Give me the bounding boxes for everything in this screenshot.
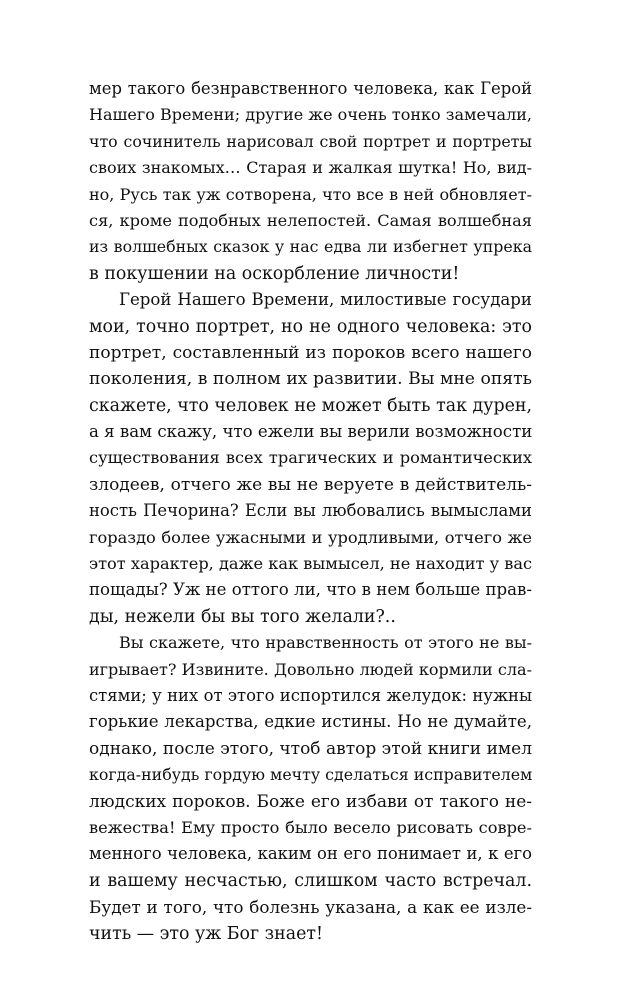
text-line: гораздо более ужасными и уродливыми, отчего же <box>89 527 532 547</box>
text-line: портрет, составленный из пороков всего нашего <box>89 342 532 363</box>
paragraph-2 <box>89 287 532 630</box>
text-line: злодеев, отчего же вы не веруете в действитель- <box>89 474 532 495</box>
text-line: существования всех трагических и романтических <box>89 448 532 468</box>
text-line: но, Русь так уж сотворена, что все в ней обновляет- <box>89 184 532 204</box>
book-page-text <box>89 76 532 947</box>
text-line: стями; у них от этого испортился желудок: нужны <box>89 685 532 705</box>
paragraph-1 <box>89 76 532 287</box>
text-line: что сочинитель нарисовал свой портрет и портреты <box>89 131 532 151</box>
text-line: ся, кроме подобных нелепостей. Самая волшебная <box>89 210 532 230</box>
text-line: Герой Нашего Времени, милостивые государи <box>119 290 532 310</box>
text-line: людских пороков. Боже его избави от такого не- <box>89 791 532 812</box>
text-line: вежества! Ему просто было весело рисовать совре- <box>89 817 532 837</box>
text-line: когда-нибудь гордую мечту сделаться исправителем <box>89 765 533 785</box>
text-line: Будет и того, что болезнь указана, а как ее изле- <box>89 897 532 918</box>
text-line: поколения, в полном их развитии. Вы мне опять <box>89 369 532 390</box>
text-line: скажете, что человек не может быть так дурен, <box>89 395 532 416</box>
text-line: этот характер, даже как вымысел, не находит у вас <box>89 554 533 574</box>
text-line: мер такого безнравственного человека, как Герой <box>89 79 532 98</box>
text-line: ды, нежели бы вы того желали?.. <box>89 606 396 627</box>
text-line: и вашему несчастью, слишком часто встречал. <box>89 870 532 891</box>
text-line: в покушении на оскорбление личности! <box>89 263 460 284</box>
paragraph-3 <box>89 630 532 947</box>
text-line: горькие лекарства, едкие истины. Но не думайте, <box>89 712 532 732</box>
text-line: из волшебных сказок у нас едва ли избегнет упрека <box>89 237 532 257</box>
text-line: Нашего Времени; другие же очень тонко замечали, <box>89 105 532 125</box>
text-line: а я вам скажу, что ежели вы верили возможности <box>89 422 533 442</box>
text-line: игрывает? Извините. Довольно людей кормили сла- <box>89 659 532 679</box>
text-line: ность Печорина? Если вы любовались вымыслами <box>89 501 532 521</box>
text-line: своих знакомых… Старая и жалкая шутка! Но, вид- <box>89 158 532 178</box>
text-line: менного человека, каким он его понимает и, к его <box>89 844 532 864</box>
text-line: однако, после этого, чтоб автор этой книги имел <box>89 738 532 759</box>
text-line: Вы скажете, что нравственность от этого не вы- <box>119 633 532 653</box>
text-line: пощады? Уж не оттого ли, что в нем больше прав- <box>89 580 532 600</box>
text-line: мои, точно портрет, но не одного человека: это <box>89 316 532 337</box>
text-line: чить — это уж Бог знает! <box>89 923 323 944</box>
